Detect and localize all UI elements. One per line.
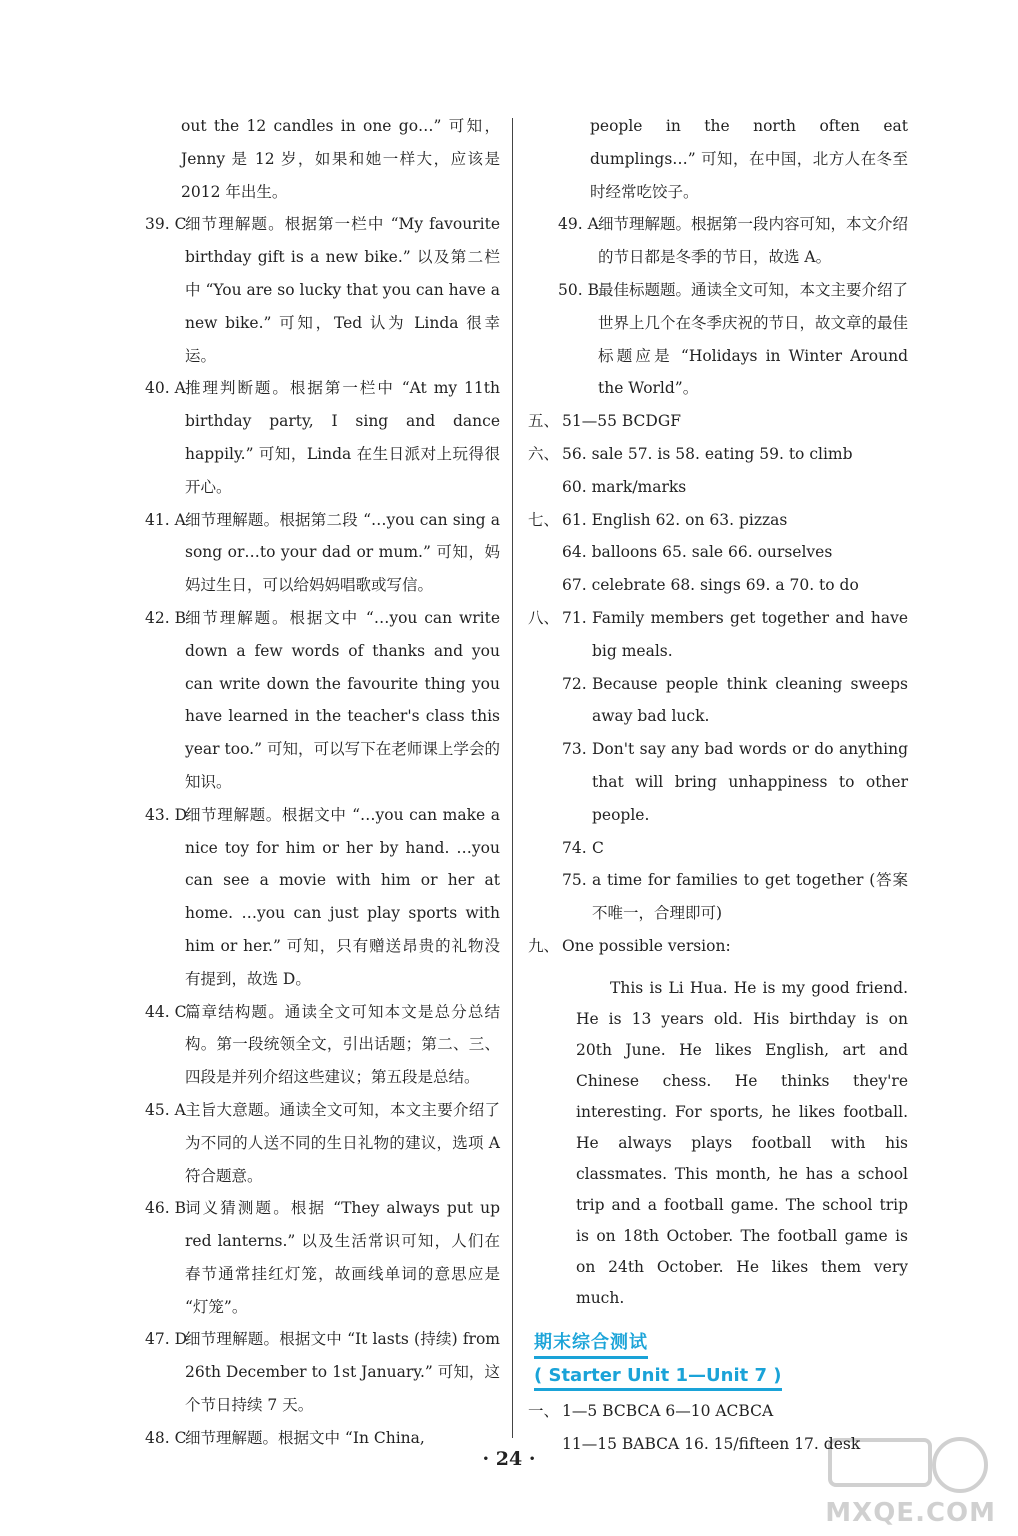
section-seven-line3: 67. celebrate 68. sings 69. a 70. to do (562, 576, 859, 595)
answer-43: 43. D 细节理解题。根据文中 “…you can make a nice toy for him or her by hand. …you can see a movie with him or her at home. …you can just play sports with him or her.” 可知，只有赠送昂贵的礼物没有提到，故选 D。 (145, 805, 500, 988)
answer-41: 41. A 细节理解题。根据第二段 “…you can sing a song or…to your dad or mum.” 可知，妈妈过生日，可以给妈妈唱歌或写信。 (145, 510, 500, 595)
answer-cont-48: people in the north often eat dumplings…” 可知，在中国，北方人在冬至时经常吃饺子。 (590, 117, 908, 201)
answer-39: 39. C 细节理解题。根据第一栏中 “My favourite birthday gift is a new bike.” 以及第二栏中 “You are so lucky that you can have a new bike.” 可知，Ted 认为 Linda 很幸运。 (145, 215, 500, 365)
answer-49: 49. A 细节理解题。根据第一段内容可知，本文介绍的节日都是冬季的节日，故选 A。 (558, 215, 909, 267)
answer-74: 74. C (562, 838, 604, 857)
answer-42: 42. B 细节理解题。根据文中 “…you can write down a few words of thanks and you can write down the favourite thing you have learned in the teacher's class this year too.” 可知，可以写下在老师课上学会的知识。 (145, 608, 500, 791)
watermark-logo: MXQE.COM (810, 1420, 1000, 1530)
section-six: 六、 56. sale 57. is 58. eating 59. to climb (528, 444, 853, 463)
sample-essay: This is Li Hua. He is my good friend. He is 13 years old. His birthday is on 20th June. He likes English, art and Chinese chess. He thinks they're interesting. For sports, he likes football. He always plays football with his classmates. This month, he has a school trip and a football game. The school trip is on 18th October. The football game is on 24th October. He likes them very much. (576, 978, 908, 1307)
answer-cont-38: out the 12 candles in one go…” 可知，Jenny 是 12 岁，如果和她一样大，应该是 2012 年出生。 (181, 117, 500, 201)
final-test-title: 期末综合测试 (534, 1328, 648, 1359)
answer-50: 50. B 最佳标题题。通读全文可知，本文主要介绍了世界上几个在冬季庆祝的节日，故文章的最佳标题应是 “Holidays in Winter Around the World”。 (558, 280, 909, 398)
answer-45: 45. A 主旨大意题。通读全文可知，本文主要介绍了为不同的人送不同的生日礼物的建议，选项 A 符合题意。 (145, 1100, 500, 1185)
final-test-heading (534, 1328, 908, 1391)
section-nine: 九、 One possible version: (528, 936, 731, 955)
final-test-line2: 11—15 BABCA 16. 15/fifteen 17. desk (562, 1434, 861, 1453)
final-test-subtitle: ( Starter Unit 1—Unit 7 ) (534, 1365, 782, 1391)
answer-73: 73. Don't say any bad words or do anything that will bring unhappiness to other people. (562, 740, 908, 824)
answer-48: 48. C 细节理解题。根据文中 “In China, (145, 1428, 425, 1447)
page-number: · 24 · (482, 1448, 536, 1470)
answer-47: 47. D 细节理解题。根据文中 “It lasts (持续) from 26th December to 1st January.” 可知，这个节日持续 7 天。 (145, 1330, 500, 1415)
answer-46: 46. B 词义猜测题。根据 “They always put up red lanterns.” 以及生活常识可知，人们在春节通常挂红灯笼，故画线单词的意思应是 “灯笼”。 (145, 1199, 500, 1316)
column-divider (512, 118, 513, 1438)
left-column (145, 110, 500, 1455)
section-seven-line2: 64. balloons 65. sale 66. ourselves (562, 543, 833, 562)
answer-75: 75. a time for families to get together (答案不唯一，合理即可) (562, 871, 908, 923)
answer-44: 44. C 篇章结构题。通读全文可知本文是总分总结构。第一段统领全文，引出话题；第二、三、四段是并列介绍这些建议；第五段是总结。 (145, 1002, 500, 1087)
section-eight: 八、 71. Family members get together and have big meals. (528, 608, 908, 660)
right-column (528, 110, 908, 1460)
answer-40: 40. A 推理判断题。根据第一栏中 “At my 11th birthday party, I sing and dance happily.” 可知，Linda 在生日派对上玩得很开心。 (145, 379, 500, 496)
section-six-line2: 60. mark/marks (562, 477, 687, 496)
section-seven: 七、 61. English 62. on 63. pizzas (528, 510, 788, 529)
section-five: 五、 51—55 BCDGF (528, 412, 681, 431)
answer-72: 72. Because people think cleaning sweeps away bad luck. (562, 674, 908, 726)
final-test-section-one: 一、 1—5 BCBCA 6—10 ACBCA (528, 1401, 774, 1420)
